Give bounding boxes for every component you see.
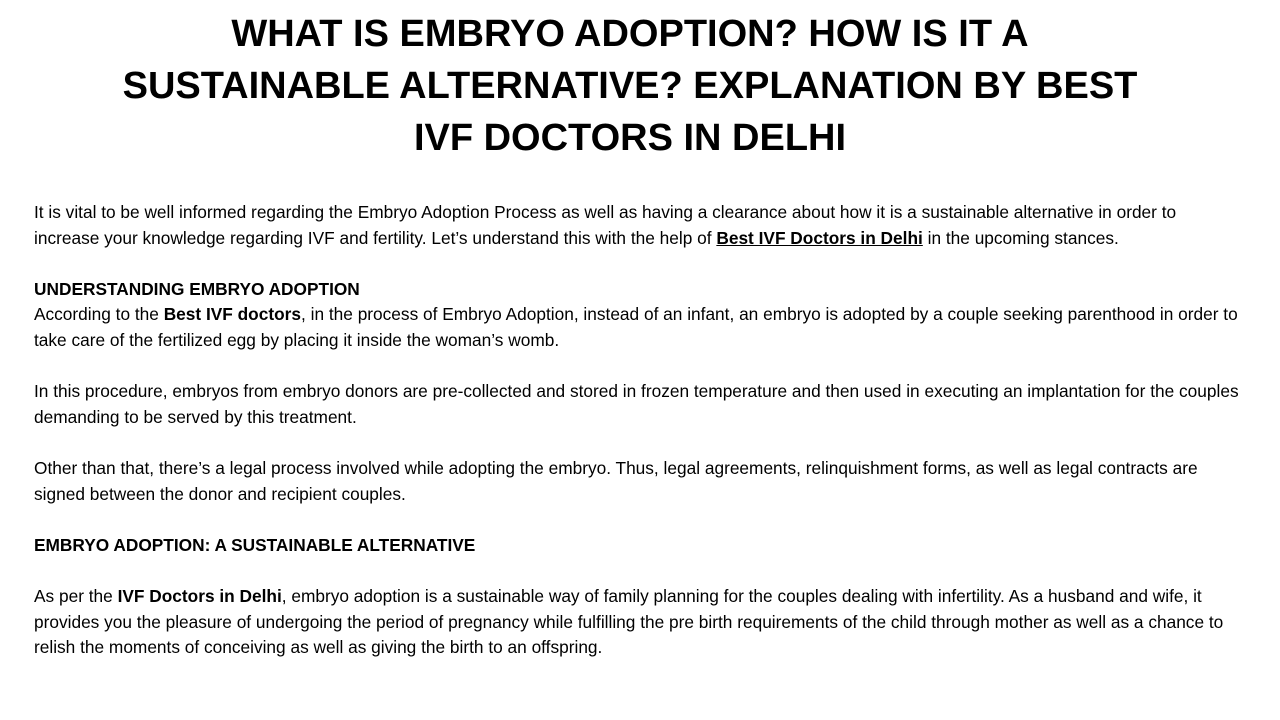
slide-body <box>34 200 1239 686</box>
section1-p1-after: , in the process of Embryo Adoption, instead of an infant, an embryo is adopted by a couple seeking parenthood in order to take care of the fertilized egg by placing it inside the woman’s womb. <box>34 304 1238 350</box>
section2-paragraph-1 <box>34 584 1239 661</box>
section-heading-understanding: UNDERSTANDING EMBRYO ADOPTION <box>34 278 360 299</box>
section2-p1-bold: IVF Doctors in Delhi <box>117 585 282 606</box>
page-title: WHAT IS EMBRYO ADOPTION? HOW IS IT A SUSTAINABLE ALTERNATIVE? EXPLANATION BY BEST IVF DOCTORS IN DELHI <box>122 13 1138 159</box>
section1-p1-before: According to the <box>34 304 164 325</box>
section1-paragraph-3: Other than that, there’s a legal process involved while adopting the embryo. Thus, legal agreements, relinquishment forms, as well as legal contracts are signed between the donor and recipient couples. <box>34 457 1198 504</box>
section1-paragraph-2: In this procedure, embryos from embryo donors are pre-collected and stored in frozen temperature and then used in executing an implantation for the couples demanding to be served by this treatment. <box>34 381 1239 427</box>
section2-p1-after: , embryo adoption is a sustainable way of family planning for the couples dealing with infertility. As a husband and wife, it provides you the pleasure of undergoing the period of pregnancy while fulfilling the pre birth requirements of the child through mother as well as a chance to relish the moments of conceiving as well as giving the birth to an offspring. <box>34 585 1224 658</box>
section2-p1-before: As per the <box>34 585 118 606</box>
best-ivf-doctors-link[interactable]: Best IVF Doctors in Delhi <box>716 227 923 248</box>
intro-text-after: in the upcoming stances. <box>922 227 1119 248</box>
intro-paragraph <box>34 200 1239 251</box>
section1-paragraph-1 <box>34 302 1239 353</box>
intro-text-before: It is vital to be well informed regarding the Embryo Adoption Process as well as having a clearance about how it is a sustainable alternative in order to increase your knowledge regarding IVF and fertility. Let’s understand this with the help of <box>34 202 1177 248</box>
section1-p1-bold: Best IVF doctors <box>163 304 302 325</box>
section-heading-sustainable: EMBRYO ADOPTION: A SUSTAINABLE ALTERNATIVE <box>34 534 476 555</box>
